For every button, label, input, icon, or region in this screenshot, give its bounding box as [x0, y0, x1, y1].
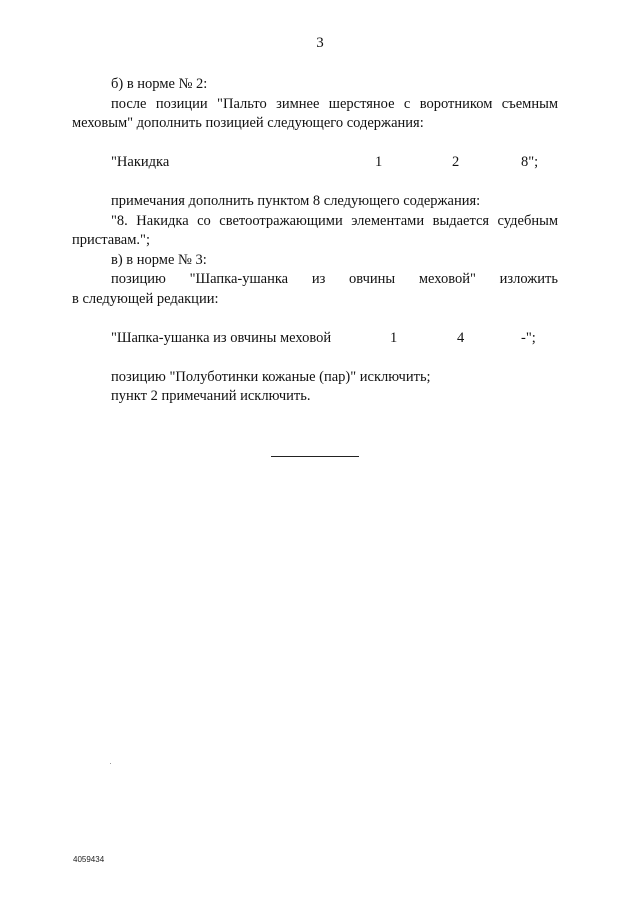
shapka-table-row — [72, 329, 558, 349]
word: изложить — [499, 271, 558, 287]
nakidka-wear-term: 2 — [452, 154, 460, 170]
note-8-text: "8. Накидка со светоотражающими элементами выдается судебным приставам."; — [72, 212, 558, 248]
section-v-heading: в) в норме № 3: — [111, 251, 207, 268]
blank-line — [72, 348, 558, 368]
section-v-instruction-tail: в следующей редакции: — [72, 290, 219, 307]
page-number: 3 — [316, 35, 324, 51]
shapka-wear-term: 4 — [457, 329, 465, 346]
shapka-note-ref: -"; — [521, 329, 536, 346]
word: овчины — [349, 271, 396, 287]
blank-line — [72, 134, 558, 154]
word: из — [311, 271, 326, 287]
scan-speck — [110, 763, 111, 764]
document-id: 4059434 — [73, 855, 105, 864]
shapka-item-name: "Шапка-ушанка из овчины меховой — [111, 329, 332, 346]
nakidka-note-ref: 8"; — [521, 154, 539, 170]
exclude-note-2-instruction: пункт 2 примечаний исключить. — [111, 388, 311, 404]
nakidka-item-name: "Накидка — [111, 154, 170, 170]
word: "Шапка-ушанка — [189, 271, 289, 287]
end-separator-line — [271, 456, 359, 457]
notes-add-instruction: примечания дополнить пунктом 8 следующего содержания: — [111, 193, 481, 209]
blank-line — [72, 309, 558, 329]
nakidka-quantity: 1 — [375, 154, 383, 170]
word: меховой" — [418, 271, 476, 287]
word: позицию — [111, 271, 166, 287]
section-b-heading: б) в норме № 2: — [111, 76, 208, 92]
nakidka-table-row — [72, 153, 558, 173]
blank-line — [72, 173, 558, 193]
exclude-boots-instruction: позицию "Полуботинки кожаные (пар)" исключить; — [111, 368, 431, 385]
document-body — [72, 75, 558, 407]
section-b-instruction: после позиции "Пальто зимнее шерстяное с воротником съемным меховым" дополнить позицией следующего содержания: — [72, 95, 558, 131]
section-v-instruction-line — [72, 270, 558, 290]
shapka-quantity: 1 — [390, 329, 398, 346]
